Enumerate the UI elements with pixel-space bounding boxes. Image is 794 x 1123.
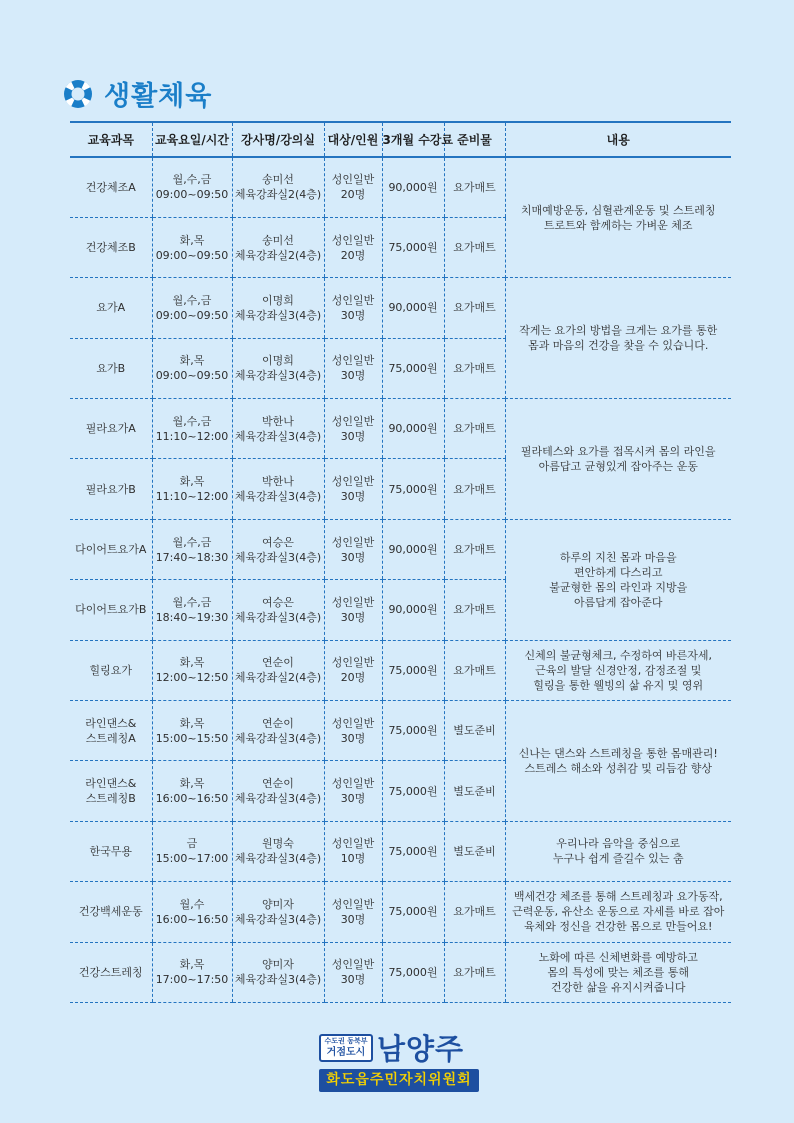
cell-instructor-line: 원명숙 [262, 837, 294, 851]
content-line: 노화에 따른 신체변화를 예방하고 [538, 950, 698, 964]
cell-subject-line: 요가A [96, 301, 126, 315]
cell-fee: 90,000원 [382, 399, 444, 459]
cell-instructor-line: 양미자 [262, 958, 294, 972]
cell-fee: 75,000원 [382, 217, 444, 277]
cell-target-line: 30명 [340, 308, 366, 322]
cell-fee: 90,000원 [382, 157, 444, 217]
cell-instructor-line: 체육강좌실3(4층) [234, 490, 322, 504]
cell-instructor [232, 821, 324, 881]
cell-target-line: 30명 [340, 731, 366, 745]
cell-content [505, 640, 731, 700]
cell-subject [70, 157, 152, 217]
cell-target-line: 20명 [340, 248, 366, 262]
table-row [70, 278, 731, 338]
header-subject: 교육과목 [70, 122, 152, 157]
cell-target-line: 성인일반 [331, 656, 375, 670]
footer-logo [319, 1031, 479, 1093]
cell-schedule-line: 16:00~16:50 [155, 912, 229, 926]
cell-schedule-line: 16:00~16:50 [155, 792, 229, 806]
cell-subject [70, 519, 152, 579]
cell-subject [70, 580, 152, 640]
cell-target [324, 701, 382, 761]
cell-schedule-line: 18:40~19:30 [155, 610, 229, 624]
cell-schedule [152, 278, 232, 338]
cell-target-line: 20명 [340, 188, 366, 202]
cell-instructor [232, 882, 324, 942]
cell-target-line: 성인일반 [331, 958, 375, 972]
cell-target-line: 30명 [340, 490, 366, 504]
cell-schedule-line: 월,수 [179, 897, 205, 911]
header-content: 내용 [505, 122, 731, 157]
table-row [70, 701, 731, 761]
cell-fee: 75,000원 [382, 821, 444, 881]
cell-fee: 90,000원 [382, 519, 444, 579]
cell-target [324, 338, 382, 398]
cell-schedule-line: 월,수,금 [172, 535, 212, 549]
cell-instructor [232, 459, 324, 519]
page-title: 생활체육 [104, 81, 213, 112]
cell-instructor-line: 체육강좌실3(4층) [234, 973, 322, 987]
cell-instructor-line: 체육강좌실3(4층) [234, 308, 322, 322]
cell-schedule [152, 399, 232, 459]
cell-subject-line: 건강체조B [85, 241, 136, 255]
cell-schedule-line: 화,목 [179, 354, 205, 368]
badge-top-text: 수도권 동북부 [324, 1037, 368, 1045]
content-line: 하루의 지친 몸과 마음을 [559, 550, 677, 564]
page-header [62, 74, 212, 113]
content-line: 우리나라 음악을 중심으로 [556, 837, 681, 851]
cell-schedule-line: 월,수,금 [172, 293, 212, 307]
cell-instructor-line: 체육강좌실2(4층) [234, 248, 322, 262]
cell-instructor-line: 이명희 [262, 354, 294, 368]
cell-content [505, 821, 731, 881]
cell-instructor-line: 체육강좌실2(4층) [234, 188, 322, 202]
cell-supplies: 요가매트 [444, 278, 505, 338]
header-instructor: 강사명/강의실 [232, 122, 324, 157]
cell-schedule [152, 217, 232, 277]
cell-target [324, 761, 382, 821]
cell-target [324, 640, 382, 700]
cell-schedule-line: 09:00~09:50 [155, 369, 229, 383]
cell-schedule-line: 월,수,금 [172, 173, 212, 187]
city-badge [319, 1034, 373, 1062]
cell-instructor-line: 체육강좌실3(4층) [234, 912, 322, 926]
cell-schedule-line: 화,목 [179, 777, 205, 791]
cell-subject-line: 필라요가A [85, 422, 136, 436]
cell-instructor-line: 연순이 [262, 656, 294, 670]
content-line: 불균형한 몸의 라인과 지방을 [549, 580, 688, 594]
cell-subject-line: 라인댄스& [85, 777, 137, 791]
course-schedule-table [70, 121, 731, 1003]
cell-subject-line: 한국무용 [89, 844, 132, 858]
cell-content [505, 519, 731, 640]
cell-target-line: 성인일반 [331, 475, 375, 489]
cell-supplies: 별도준비 [444, 821, 505, 881]
cell-instructor-line: 여승은 [262, 535, 294, 549]
cell-instructor-line: 이명희 [262, 293, 294, 307]
cell-target-line: 30명 [340, 792, 366, 806]
content-line: 아름답고 균형있게 잡아주는 운동 [538, 459, 698, 473]
cell-schedule-line: 11:10~12:00 [155, 429, 229, 443]
cell-schedule-line: 금 [186, 837, 198, 851]
cell-target [324, 580, 382, 640]
content-line: 스트레스 해소와 성취감 및 리듬감 향상 [524, 761, 712, 775]
content-line: 근육의 발달 신경안정, 감정조절 및 [535, 663, 702, 677]
cell-schedule [152, 157, 232, 217]
cell-target-line: 성인일반 [331, 233, 375, 247]
cell-supplies: 요가매트 [444, 882, 505, 942]
cell-schedule [152, 519, 232, 579]
header-row [70, 122, 731, 157]
cell-supplies: 요가매트 [444, 157, 505, 217]
content-line: 근력운동, 유산소 운동으로 자세를 바로 잡아 [512, 905, 725, 919]
cell-subject [70, 942, 152, 1002]
cell-target-line: 10명 [340, 852, 366, 866]
cell-subject [70, 761, 152, 821]
cell-instructor [232, 338, 324, 398]
cell-supplies: 요가매트 [444, 519, 505, 579]
cell-schedule-line: 화,목 [179, 958, 205, 972]
cell-fee: 75,000원 [382, 640, 444, 700]
cell-target-line: 성인일반 [331, 173, 375, 187]
cell-content [505, 157, 731, 278]
cell-content [505, 278, 731, 399]
cell-supplies: 요가매트 [444, 942, 505, 1002]
cell-target-line: 성인일반 [331, 897, 375, 911]
table-row [70, 942, 731, 1002]
cell-instructor [232, 580, 324, 640]
cell-subject-line: 다이어트요가B [75, 603, 147, 617]
header-supplies: 준비물 [444, 122, 505, 157]
table-row [70, 157, 731, 217]
cell-content [505, 399, 731, 520]
cell-subject-line: 다이어트요가A [75, 543, 147, 557]
cell-subject [70, 278, 152, 338]
table-row [70, 821, 731, 881]
cell-schedule-line: 12:00~12:50 [155, 671, 229, 685]
header-schedule: 교육요일/시간 [152, 122, 232, 157]
cell-target-line: 30명 [340, 550, 366, 564]
cell-subject-line: 필라요가B [85, 482, 136, 496]
cell-schedule-line: 15:00~17:00 [155, 852, 229, 866]
cell-content [505, 701, 731, 822]
cell-subject [70, 399, 152, 459]
content-line: 작게는 요가의 방법을 크게는 요가를 통한 [519, 324, 718, 338]
cell-schedule [152, 942, 232, 1002]
cell-instructor [232, 640, 324, 700]
cell-subject [70, 640, 152, 700]
cell-target [324, 278, 382, 338]
cell-instructor [232, 157, 324, 217]
content-line: 치매예방운동, 심혈관계운동 및 스트레칭 [520, 203, 716, 217]
table-row [70, 640, 731, 700]
cell-instructor-line: 체육강좌실2(4층) [234, 671, 322, 685]
cell-schedule-line: 화,목 [179, 656, 205, 670]
cell-subject [70, 459, 152, 519]
content-line: 아름답게 잡아준다 [573, 595, 663, 609]
table-header [70, 122, 731, 157]
cell-fee: 75,000원 [382, 338, 444, 398]
cell-schedule-line: 09:00~09:50 [155, 308, 229, 322]
cell-schedule-line: 11:10~12:00 [155, 490, 229, 504]
table-body [70, 157, 731, 1002]
cell-target-line: 30명 [340, 429, 366, 443]
table-row [70, 399, 731, 459]
cell-supplies: 별도준비 [444, 701, 505, 761]
content-line: 신체의 불균형체크, 수정하여 바른자세, [524, 648, 712, 662]
cell-instructor-line: 송미선 [262, 233, 294, 247]
cell-fee: 75,000원 [382, 882, 444, 942]
cell-instructor-line: 양미자 [262, 897, 294, 911]
content-line: 건강한 삶을 유지시켜줍니다 [550, 980, 686, 994]
city-name: 남양주 [377, 1032, 465, 1066]
cell-instructor-line: 연순이 [262, 777, 294, 791]
cell-schedule-line: 화,목 [179, 716, 205, 730]
content-line: 신나는 댄스와 스트레칭을 통한 몸매관리! [518, 746, 718, 760]
cell-target-line: 성인일반 [331, 595, 375, 609]
cell-subject [70, 701, 152, 761]
content-line: 누구나 쉽게 즐길수 있는 춤 [552, 852, 684, 866]
cell-instructor [232, 942, 324, 1002]
cell-target [324, 399, 382, 459]
cell-subject [70, 882, 152, 942]
cell-instructor-line: 체육강좌실3(4층) [234, 731, 322, 745]
cell-subject-line: 건강체조A [85, 180, 136, 194]
cell-instructor-line: 체육강좌실3(4층) [234, 550, 322, 564]
cell-subject-line: 건강백세운동 [78, 905, 143, 919]
cell-instructor [232, 278, 324, 338]
cell-schedule-line: 화,목 [179, 475, 205, 489]
cell-subject-line: 라인댄스& [85, 716, 137, 730]
cell-schedule [152, 338, 232, 398]
cell-instructor [232, 399, 324, 459]
cell-subject-line: 스트레칭A [85, 731, 136, 745]
cell-schedule [152, 640, 232, 700]
cell-schedule-line: 09:00~09:50 [155, 188, 229, 202]
cell-fee: 75,000원 [382, 761, 444, 821]
cell-target [324, 459, 382, 519]
badge-bottom-text: 거점도시 [326, 1047, 366, 1058]
cell-instructor-line: 체육강좌실3(4층) [234, 369, 322, 383]
cell-schedule [152, 459, 232, 519]
cell-target [324, 519, 382, 579]
cell-fee: 90,000원 [382, 580, 444, 640]
cell-supplies: 요가매트 [444, 580, 505, 640]
cell-content [505, 942, 731, 1002]
cell-instructor-line: 체육강좌실3(4층) [234, 852, 322, 866]
cell-subject [70, 821, 152, 881]
cell-instructor-line: 체육강좌실3(4층) [234, 792, 322, 806]
cell-subject [70, 217, 152, 277]
cell-schedule [152, 580, 232, 640]
content-line: 편안하게 다스리고 [573, 565, 663, 579]
cell-subject [70, 338, 152, 398]
cell-target-line: 30명 [340, 973, 366, 987]
cell-target-line: 성인일반 [331, 354, 375, 368]
cell-supplies: 요가매트 [444, 640, 505, 700]
cell-target [324, 217, 382, 277]
content-line: 힐링을 통한 웰빙의 삶 유지 및 영위 [533, 678, 704, 692]
cell-content [505, 882, 731, 942]
cell-target [324, 821, 382, 881]
table-row [70, 882, 731, 942]
cell-target-line: 30명 [340, 369, 366, 383]
cell-fee: 75,000원 [382, 701, 444, 761]
header-target: 대상/인원 [324, 122, 382, 157]
cell-subject-line: 스트레칭B [85, 792, 136, 806]
cell-schedule [152, 882, 232, 942]
content-line: 백세건강 체조를 통해 스트레칭과 요가동작, [513, 890, 723, 904]
content-line: 몸의 특성에 맞는 체조를 통해 [547, 965, 689, 979]
cell-target-line: 성인일반 [331, 414, 375, 428]
cell-target-line: 성인일반 [331, 716, 375, 730]
cell-instructor-line: 박한나 [262, 475, 294, 489]
cell-target-line: 20명 [340, 671, 366, 685]
cell-supplies: 요가매트 [444, 338, 505, 398]
cell-target-line: 성인일반 [331, 837, 375, 851]
content-line: 트로트와 함께하는 가벼운 체조 [543, 218, 693, 232]
cell-schedule-line: 09:00~09:50 [155, 248, 229, 262]
cell-subject-line: 건강스트레칭 [78, 965, 143, 979]
cell-instructor-line: 송미선 [262, 173, 294, 187]
cell-fee: 75,000원 [382, 459, 444, 519]
lifebuoy-icon [62, 78, 94, 110]
cell-instructor-line: 박한나 [262, 414, 294, 428]
cell-target [324, 157, 382, 217]
cell-instructor-line: 여승은 [262, 595, 294, 609]
cell-schedule-line: 17:40~18:30 [155, 550, 229, 564]
cell-target-line: 30명 [340, 912, 366, 926]
content-line: 필라테스와 요가를 접목시켜 몸의 라인을 [520, 444, 716, 458]
cell-target [324, 882, 382, 942]
cell-schedule [152, 701, 232, 761]
cell-instructor-line: 연순이 [262, 716, 294, 730]
cell-schedule-line: 월,수,금 [172, 414, 212, 428]
cell-schedule [152, 761, 232, 821]
cell-target-line: 30명 [340, 610, 366, 624]
cell-target-line: 성인일반 [331, 535, 375, 549]
cell-fee: 75,000원 [382, 942, 444, 1002]
cell-target-line: 성인일반 [331, 293, 375, 307]
cell-schedule-line: 월,수,금 [172, 595, 212, 609]
cell-instructor-line: 체육강좌실3(4층) [234, 610, 322, 624]
cell-target-line: 성인일반 [331, 777, 375, 791]
cell-fee: 90,000원 [382, 278, 444, 338]
cell-instructor [232, 519, 324, 579]
cell-schedule-line: 17:00~17:50 [155, 973, 229, 987]
cell-schedule-line: 화,목 [179, 233, 205, 247]
cell-supplies: 요가매트 [444, 217, 505, 277]
cell-target [324, 942, 382, 1002]
cell-schedule [152, 821, 232, 881]
header-fee: 3개월 수강료 [382, 122, 444, 157]
cell-supplies: 별도준비 [444, 761, 505, 821]
content-line: 몸과 마음의 건강을 찾을 수 있습니다. [528, 339, 709, 353]
table-row [70, 519, 731, 579]
cell-instructor [232, 701, 324, 761]
cell-instructor [232, 761, 324, 821]
cell-subject-line: 힐링요가 [89, 663, 132, 677]
content-line: 육체와 정신을 건강한 몸으로 만들어요! [524, 920, 713, 934]
cell-supplies: 요가매트 [444, 459, 505, 519]
cell-instructor-line: 체육강좌실3(4층) [234, 429, 322, 443]
cell-supplies: 요가매트 [444, 399, 505, 459]
cell-instructor [232, 217, 324, 277]
cell-schedule-line: 15:00~15:50 [155, 731, 229, 745]
organization-name: 화도읍주민자치위원회 [319, 1069, 479, 1092]
cell-subject-line: 요가B [96, 361, 126, 375]
